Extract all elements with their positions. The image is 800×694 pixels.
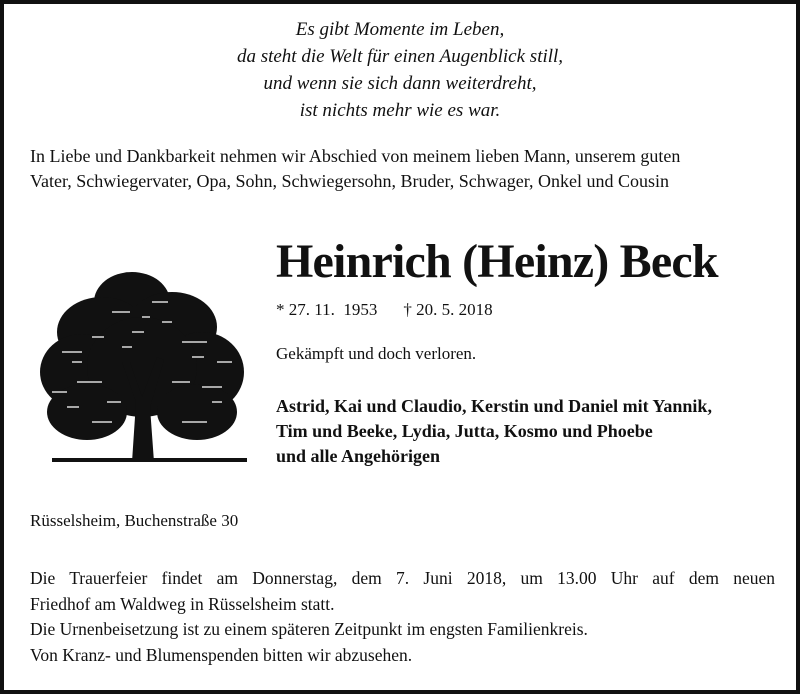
intro-line: In Liebe und Dankbarkeit nehmen wir Abschied von meinem lieben Mann, unserem guten xyxy=(30,146,681,166)
family-line: Tim und Beeke, Lydia, Jutta, Kosmo und Phoebe xyxy=(276,421,653,441)
tree-icon xyxy=(32,262,254,474)
intro-text xyxy=(30,144,780,194)
poem-line: Es gibt Momente im Leben, xyxy=(295,19,505,40)
poem-line: ist nichts mehr wie es war. xyxy=(299,100,501,121)
intro-line: Vater, Schwiegervater, Opa, Sohn, Schwiegersohn, Bruder, Schwager, Onkel und Cousin xyxy=(30,171,669,191)
poem xyxy=(0,16,800,124)
closing-text xyxy=(30,566,775,668)
closing-line: Friedhof am Waldweg in Rüsselsheim statt. xyxy=(30,593,335,614)
poem-line: und wenn sie sich dann weiterdreht, xyxy=(263,73,537,94)
address: Rüsselsheim, Buchenstraße 30 xyxy=(30,511,239,530)
closing-line: Die Urnenbeisetzung ist zu einem späteren Zeitpunkt im engsten Familienkreis. xyxy=(30,619,588,639)
closing-line: Von Kranz- und Blumenspenden bitten wir abzusehen. xyxy=(30,644,413,665)
life-dates xyxy=(276,300,493,320)
motto: Gekämpft und doch verloren. xyxy=(276,344,477,363)
family-list xyxy=(276,394,712,469)
family-line: und alle Angehörigen xyxy=(276,446,441,466)
death-date: † 20. 5. 2018 xyxy=(403,300,493,319)
family-line: Astrid, Kai und Claudio, Kerstin und Daniel mit Yannik, xyxy=(276,396,712,416)
birth-date: * 27. 11. 1953 xyxy=(276,300,378,319)
poem-line: da steht die Welt für einen Augenblick still, xyxy=(236,46,564,67)
deceased-name: Heinrich (Heinz) Beck xyxy=(276,235,718,288)
closing-line: Die Trauerfeier findet am Donnerstag, dem 7. Juni 2018, um 13.00 Uhr auf dem neuen xyxy=(30,568,775,588)
